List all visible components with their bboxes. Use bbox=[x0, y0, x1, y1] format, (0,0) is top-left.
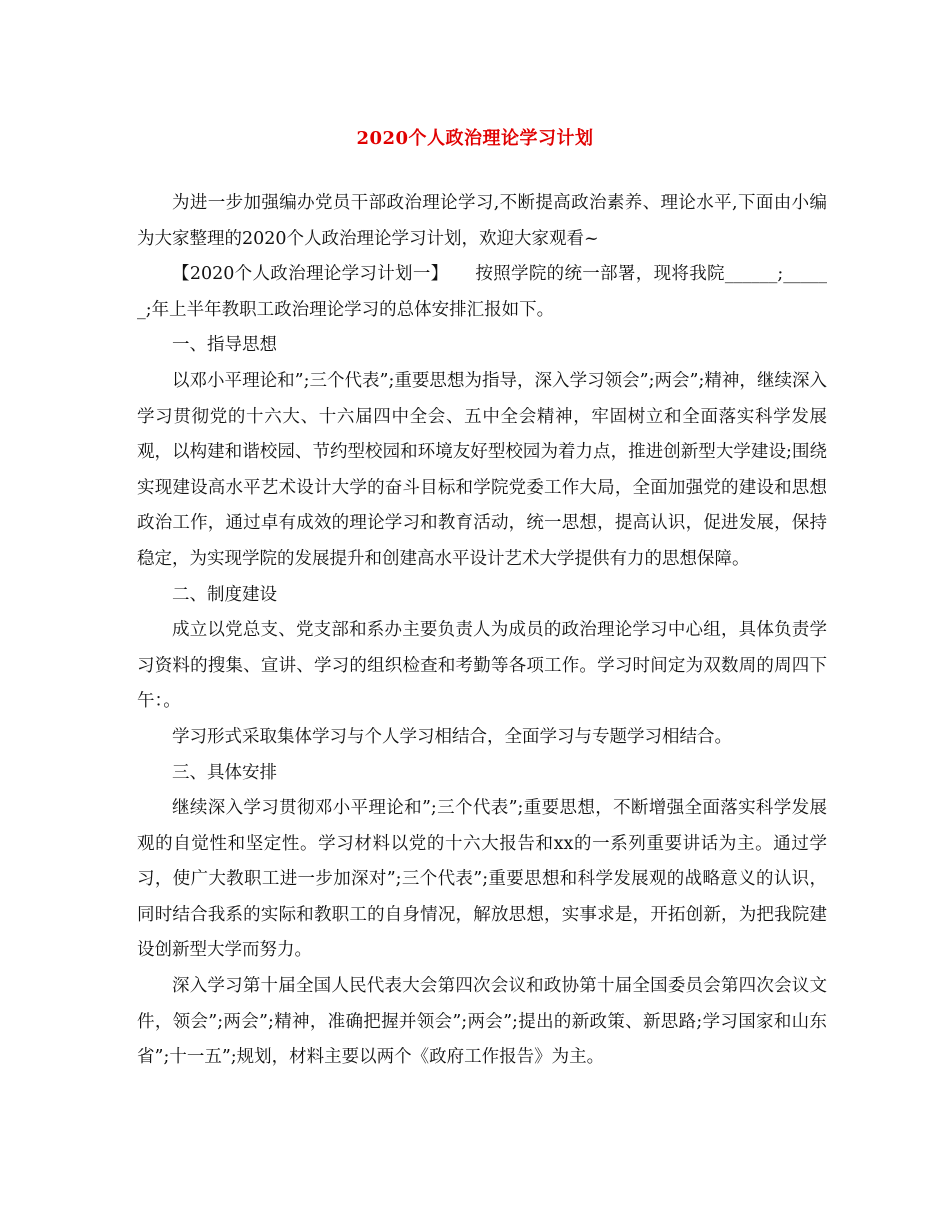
system-building-paragraph: 成立以党总支、党支部和系办主要负责人为成员的政治理论学习中心组，具体负责学习资料的搜集、宣讲、学习的组织检查和考勤等各项工作。学习时间定为双数周的周四下午：。 bbox=[137, 620, 827, 712]
section-heading-arrangement: 三、具体安排 bbox=[172, 762, 277, 783]
arrangement-paragraph-2: 深入学习第十届全国人民代表大会第四次会议和政协第十届全国委员会第四次会议文件，领会”;两会”;精神，准确把握并领会”;两会”;提出的新政策、新思路;学习国家和山东省”;十一五”;规划，材料主要以两个《政府工作报告》为主。 bbox=[137, 976, 827, 1068]
section-heading-system-building: 二、制度建设 bbox=[172, 584, 277, 605]
arrangement-paragraph-1: 继续深入学习贯彻邓小平理论和”;三个代表”;重要思想，不断增强全面落实科学发展观的自觉性和坚定性。学习材料以党的十六大报告和xx的一系列重要讲话为主。通过学习，使广大教职工进一步加深对”;三个代表”;重要思想和科学发展观的战略意义的认识，同时结合我系的实际和教职工的自身情况，解放思想，实事求是，开拓创新，为把我院建设创新型大学而努力。 bbox=[137, 798, 827, 961]
document-body bbox=[137, 186, 827, 1076]
section-heading-guiding-thought: 一、指导思想 bbox=[172, 335, 277, 356]
plan-intro-paragraph: 【2020个人政治理论学习计划一】 按照学院的统一部署，现将我院______;______;年上半年教职工政治理论学习的总体安排汇报如下。 bbox=[137, 264, 827, 320]
page-title: 2020个人政治理论学习计划 bbox=[356, 128, 594, 149]
study-format-paragraph: 学习形式采取集体学习与个人学习相结合，全面学习与专题学习相结合。 bbox=[172, 726, 732, 747]
intro-paragraph: 为进一步加强编办党员干部政治理论学习,不断提高政治素养、理论水平,下面由小编为大家整理的2020个人政治理论学习计划，欢迎大家观看~ bbox=[137, 193, 827, 249]
guiding-thought-paragraph: 以邓小平理论和”;三个代表”;重要思想为指导，深入学习领会”;两会”;精神，继续深入学习贯彻党的十六大、十六届四中全会、五中全会精神，牢固树立和全面落实科学发展观，以构建和谐校园、节约型校园和环境友好型校园为着力点，推进创新型大学建设;围绕实现建设高水平艺术设计大学的奋斗目标和学院党委工作大局，全面加强党的建设和思想政治工作，通过卓有成效的理论学习和教育活动，统一思想，提高认识，促进发展，保持稳定，为实现学院的发展提升和创建高水平设计艺术大学提供有力的思想保障。 bbox=[137, 370, 827, 569]
